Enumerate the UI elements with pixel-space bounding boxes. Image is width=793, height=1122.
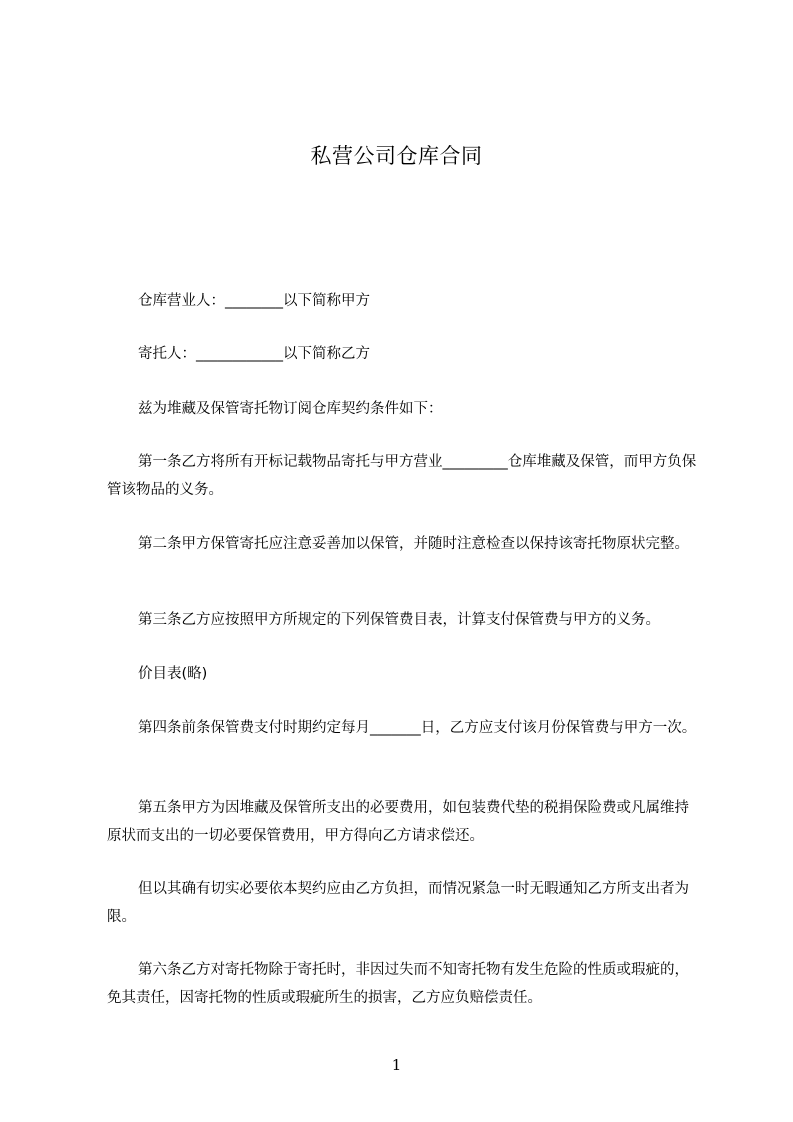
paragraph-article-5-proviso: 但以其确有切实必要依本契约应由乙方负担，而情况紧急一时无暇通知乙方所支出者为限。 [107, 881, 689, 925]
paragraph-price-list: 价目表(略) [138, 666, 208, 682]
paragraph-article-1: 第一条乙方将所有开标记载物品寄托与甲方营业_________仓库堆藏及保管，而甲方负保管该物品的义务。 [107, 454, 697, 498]
paragraph-depositor: 寄托人：____________以下简称乙方 [138, 346, 370, 362]
page-number: 1 [391, 1056, 402, 1074]
paragraph-article-5: 第五条甲方为因堆藏及保管所支出的必要费用，如包装费代垫的税捐保险费或凡属维持原状而支出的一切必要保管费用，甲方得向乙方请求偿还。 [107, 800, 689, 844]
paragraph-article-3: 第三条乙方应按照甲方所规定的下列保管费目表，计算支付保管费与甲方的义务。 [138, 612, 660, 628]
document-title: 私营公司仓库合同 [310, 144, 483, 168]
paragraph-article-2: 第二条甲方保管寄托应注意妥善加以保管，并随时注意检查以保持该寄托物原状完整。 [138, 536, 689, 552]
paragraph-preamble: 兹为堆藏及保管寄托物订阅仓库契约条件如下： [138, 401, 443, 417]
paragraph-warehouse-operator: 仓库营业人：________以下简称甲方 [138, 293, 370, 309]
paragraph-article-6: 第六条乙方对寄托物除于寄托时，非因过失而不知寄托物有发生危险的性质或瑕疵的，免其责任，因寄托物的性质或瑕疵所生的损害，乙方应负赔偿责任。 [107, 962, 689, 1006]
paragraph-article-4: 第四条前条保管费支付时期约定每月_______日，乙方应支付该月份保管费与甲方一次。 [138, 720, 697, 736]
